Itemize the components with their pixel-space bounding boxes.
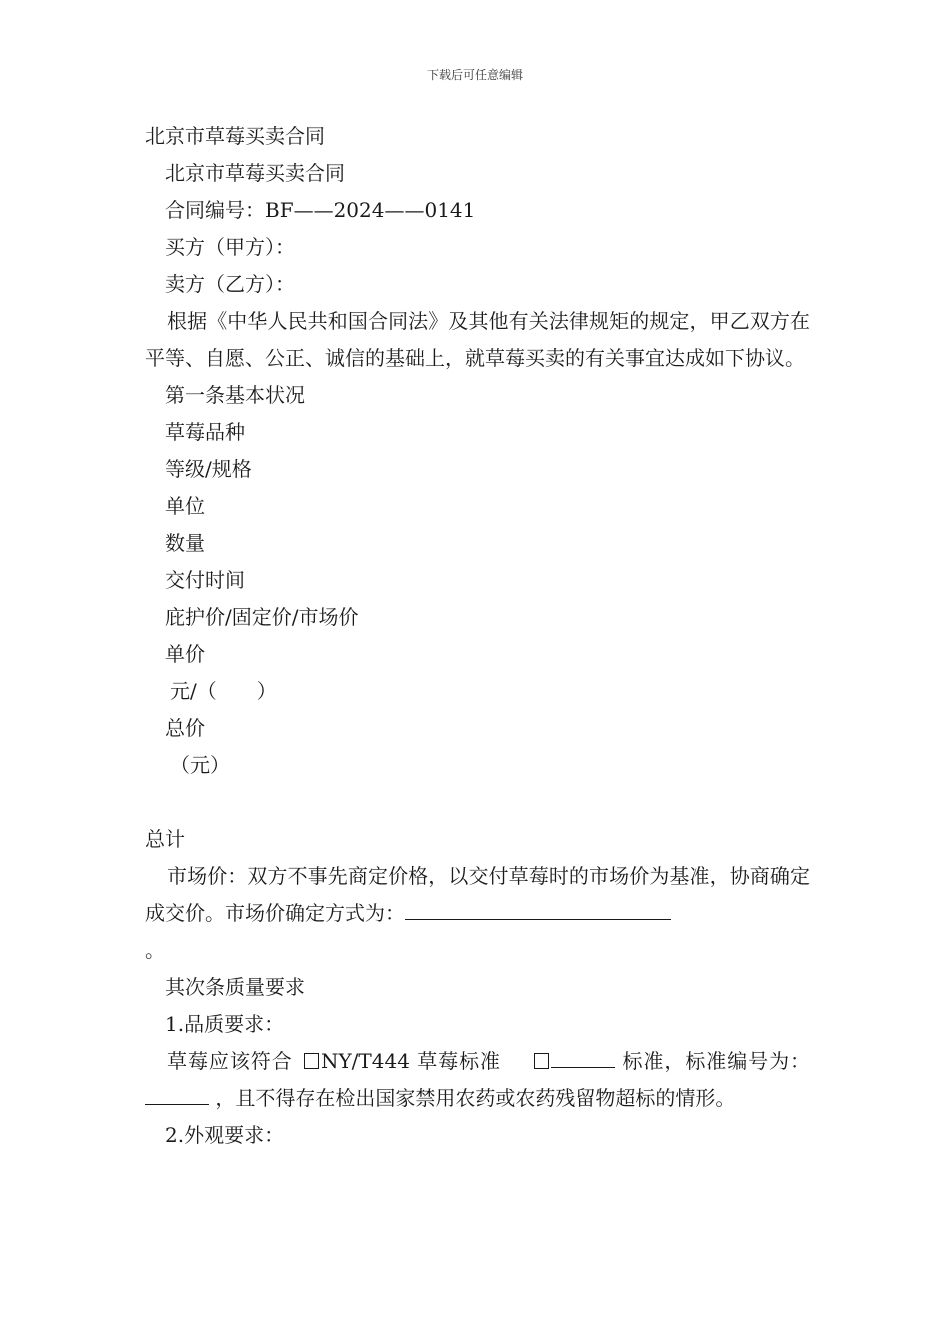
market-price-paragraph — [145, 858, 810, 969]
field-total-price: 总价 — [165, 716, 205, 740]
field-unit-price: 单价 — [165, 642, 205, 666]
article2-title: 其次条质量要求 — [165, 975, 305, 999]
field-variety: 草莓品种 — [165, 420, 245, 444]
header-note: 下载后可任意编辑 — [426, 68, 523, 82]
market-price-text: 市场价：双方不事先商定价格，以交付草莓时的市场价为基准，协商确定成交价。市场价确定方式为： — [145, 864, 810, 925]
field-quantity: 数量 — [165, 531, 205, 555]
field-price-type: 庇护价/固定价/市场价 — [165, 605, 359, 629]
standard-number-blank[interactable] — [145, 1084, 209, 1105]
intro-paragraph: 根据《中华人民共和国合同法》及其他有关法律规矩的规定，甲乙双方在平等、自愿、公正、诚信的基础上，就草莓买卖的有关事宜达成如下协议。 — [145, 309, 810, 370]
field-grade: 等级/规格 — [165, 457, 252, 481]
field-unit: 单位 — [165, 494, 205, 518]
contract-subtitle: 北京市草莓买卖合同 — [165, 161, 345, 185]
appearance-item-2: 2.外观要求： — [165, 1123, 285, 1147]
standard-option2-suffix: 标准，标准编号为： — [622, 1049, 811, 1073]
standard-option1-label: NY/T444 草莓标准 — [320, 1049, 501, 1073]
custom-standard-blank[interactable] — [551, 1047, 615, 1068]
document-body — [145, 118, 810, 1154]
total-price-unit: （元） — [170, 753, 230, 777]
sum-label: 总计 — [145, 827, 185, 851]
quality-lead: 草莓应该符合 — [167, 1049, 293, 1073]
quality-item-1: 1.品质要求： — [165, 1012, 285, 1036]
unit-price-unit: 元/（ ） — [170, 679, 277, 703]
seller-line: 卖方（乙方）： — [165, 272, 295, 296]
article1-title: 第一条基本状况 — [165, 383, 305, 407]
contract-number: 合同编号：BF——2024——0141 — [165, 198, 476, 222]
market-price-method-blank[interactable] — [405, 899, 671, 920]
quality-standard-paragraph — [145, 1043, 810, 1117]
standard-option1-checkbox[interactable] — [304, 1053, 319, 1069]
standard-option2-checkbox[interactable] — [534, 1053, 549, 1069]
buyer-line: 买方（甲方）： — [165, 235, 295, 259]
document-title: 北京市草莓买卖合同 — [145, 124, 325, 148]
blank-line — [145, 784, 810, 821]
market-price-end: 。 — [145, 938, 165, 962]
field-delivery-time: 交付时间 — [165, 568, 245, 592]
quality-tail: ，且不得存在检出国家禁用农药或农药残留物超标的情形。 — [215, 1086, 736, 1110]
